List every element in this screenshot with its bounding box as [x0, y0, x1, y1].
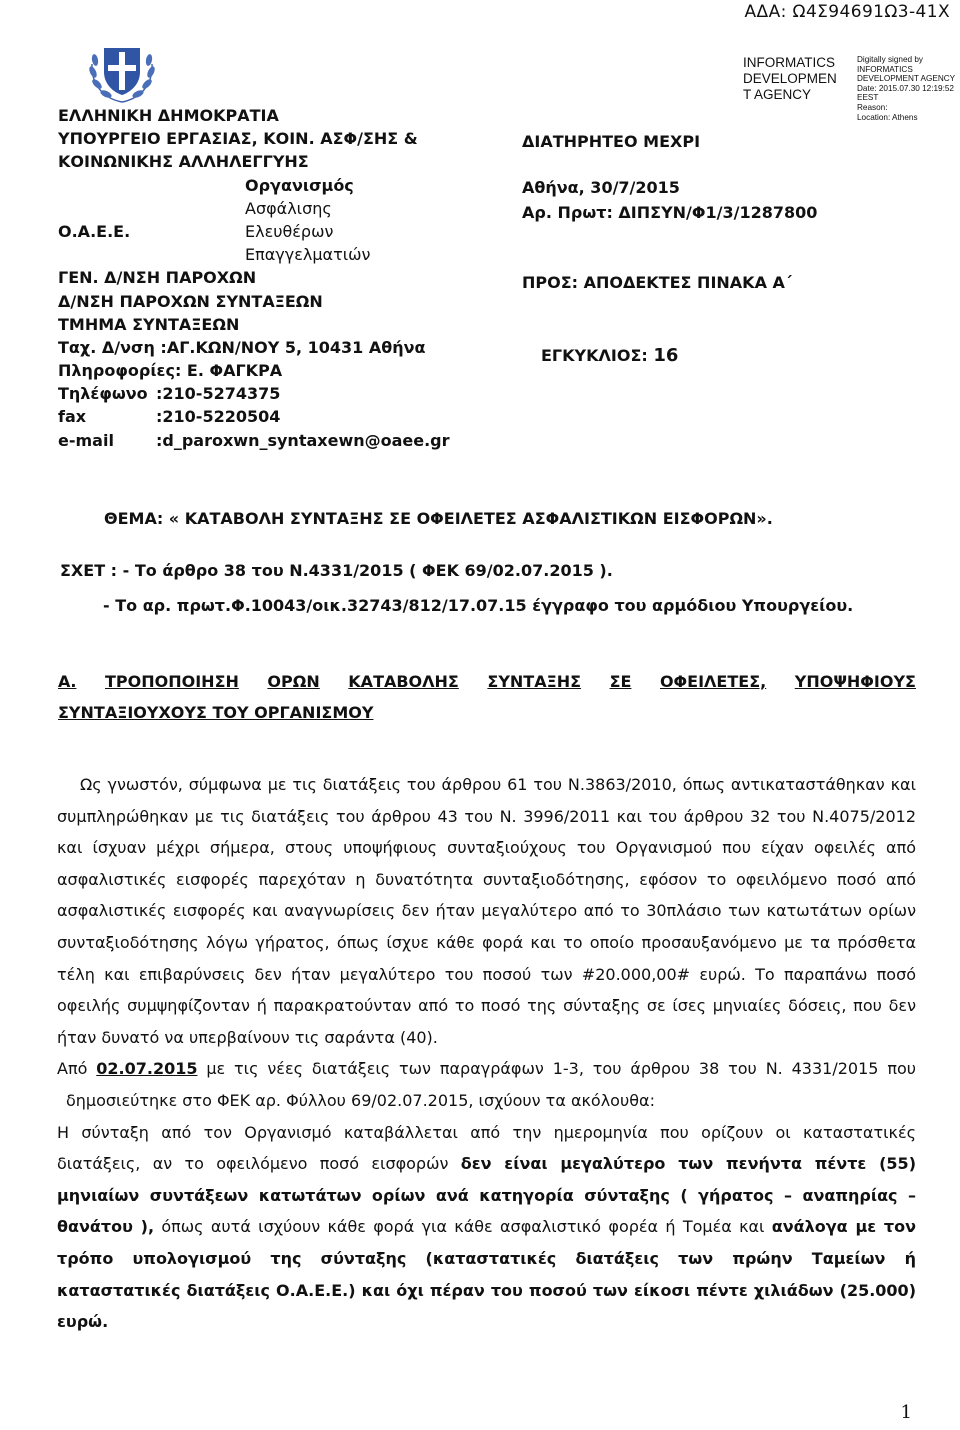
circular-number: ΕΓΚΥΚΛΙΟΣ: 16	[541, 345, 679, 366]
general-directorate: ΓΕΝ. Δ/ΝΣΗ ΠΑΡΟΧΩΝ	[58, 268, 257, 288]
directorate: Δ/ΝΣΗ ΠΑΡΟΧΩΝ ΣΥΝΤΑΞΕΩΝ	[58, 291, 323, 311]
org-name-3: Ελευθέρων	[245, 221, 334, 241]
postal-address: Ταχ. Δ/νση :ΑΓ.ΚΩΝ/ΝΟΥ 5, 10431 Αθήνα	[58, 337, 426, 357]
effective-date: 02.07.2015	[96, 1059, 198, 1079]
signature-agency: INFORMATICS DEVELOPMEN T AGENCY	[743, 55, 837, 102]
recipients: ΠΡΟΣ: ΑΠΟΔΕΚΤΕΣ ΠΙΝΑΚΑ Α΄	[522, 273, 792, 292]
body-text	[57, 769, 916, 1338]
org-name-2: Ασφάλισης	[245, 198, 332, 218]
protocol-number: Αρ. Πρωτ: ΔΙΠΣΥΝ/Φ1/3/1287800	[522, 203, 818, 222]
email-address[interactable]: :d_paroxwn_syntaxewn@oaee.gr	[156, 430, 450, 450]
department: ΤΜΗΜΑ ΣΥΝΤΑΞΕΩΝ	[58, 314, 240, 334]
contact-person: Πληροφορίες: Ε. ΦΑΓΚΡΑ	[58, 361, 283, 381]
org-name-1: Οργανισμός	[245, 175, 354, 195]
fax-number: :210-5220504	[156, 407, 281, 427]
reference-line-1: ΣΧΕΤ : - Το άρθρο 38 του Ν.4331/2015 ( ΦΕΚ 69/02.07.2015 ).	[60, 561, 613, 580]
document-date: Αθήνα, 30/7/2015	[522, 178, 680, 197]
fax-label: fax	[58, 407, 87, 427]
section-a-heading: Α. ΤΡΟΠΟΠΟΙΗΣΗ ΟΡΩΝ ΚΑΤΑΒΟΛΗΣ ΣΥΝΤΑΞΗΣ ΣΕ ΟΦΕΙΛΕΤΕΣ, ΥΠΟΨΗΦΙΟΥΣ ΣΥΝΤΑΞΙΟΥΧΟΥΣ ΤΟΥ ΟΡΓΑΝΙΣΜΟΥ	[58, 672, 916, 722]
email-label: e-mail	[58, 430, 114, 450]
signature-details: Digitally signed by INFORMATICS DEVELOPMENT AGENCY Date: 2015.07.30 12:19:52 EEST Reason: Location: Athens	[857, 55, 956, 122]
paragraph-1: Ως γνωστόν, σύμφωνα με τις διατάξεις του άρθρου 61 του Ν.3863/2010, όπως αντικαταστάθηκαν και συμπληρώθηκαν με τις διατάξεις του άρθρου 43 του Ν. 3996/2011 και του άρθρου 32 του Ν.4075/2012 και ίσχυαν μέχρι σήμερα, στους υποψήφιους συνταξιούχους του Οργανισμού που είχαν οφειλές από ασφαλιστικές εισφορές παρεχόταν η δυνατότητα συνταξιοδότησης, εφόσον το οφειλόμενο ποσό από ασφαλιστικές εισφορές και αναγνωρίσεις δεν ήταν μεγαλύτερο από το 30πλάσιο των κατωτάτων ορίων συνταξιοδότησης λόγω γήρατος, όπως ίσχυε κάθε φορά και το οποίο προσαυξανόμενο με τα πρόσθετα τέλη και επιβαρύνσεις δεν ήταν μεγαλύτερο του ποσού των #20.000,00# ευρώ. Το παραπάνω ποσό οφειλής συμψηφίζονταν ή παρακρατούνταν από το ποσό της σύνταξης σε ίσες μηνιαίες δόσεις, που δεν ήταν δυνατό να υπερβαίνουν τις σαράντα (40).	[57, 775, 916, 1047]
country-name: ΕΛΛΗΝΙΚΗ ΔΗΜΟΚΡΑΤΙΑ	[58, 106, 279, 125]
ministry-name-cont: ΚΟΙΝΩΝΙΚΗΣ ΑΛΛΗΛΕΓΓΥΗΣ	[58, 152, 309, 172]
phone-label: Τηλέφωνο	[58, 384, 148, 404]
paragraph-2: Από 02.07.2015 με τις νέες διατάξεις των παραγράφων 1-3, του άρθρου 38 του Ν. 4331/2015 που δημοσιεύτηκε στο ΦΕΚ αρ. Φύλλου 69/02.07.2015, ισχύουν τα ακόλουθα:	[57, 1059, 917, 1110]
letterhead	[58, 104, 450, 452]
retention-note: ΔΙΑΤΗΡΗΤΕΟ ΜΕΧΡΙ	[522, 132, 701, 151]
reference-line-2: - Το αρ. πρωτ.Φ.10043/οικ.32743/812/17.07.15 έγγραφο του αρμόδιου Υπουργείου.	[103, 596, 854, 615]
org-acronym: Ο.Α.Ε.Ε.	[58, 221, 131, 241]
subject-line: ΘΕΜΑ: « ΚΑΤΑΒΟΛΗ ΣΥΝΤΑΞΗΣ ΣΕ ΟΦΕΙΛΕΤΕΣ ΑΣΦΑΛΙΣΤΙΚΩΝ ΕΙΣΦΟΡΩΝ».	[104, 509, 773, 528]
ministry-name: ΥΠΟΥΡΓΕΙΟ ΕΡΓΑΣΙΑΣ, ΚΟΙΝ. ΑΣΦ/ΣΗΣ &	[58, 129, 418, 149]
org-name-4: Επαγγελματιών	[245, 245, 371, 265]
paragraph-3: Η σύνταξη από τον Οργανισμό καταβάλλεται από την ημερομηνία που ορίζουν οι καταστατικές διατάξεις, αν το οφειλόμενο ποσό εισφορών δεν είναι μεγαλύτερο των πενήντα πέντε (55) μηνιαίων συντάξεων κατωτάτων ορίων ανά κατηγορία σύνταξης ( γήρατος – αναπηρίας – θανάτου ), όπως αυτά ισχύουν κάθε φορά για κάθε ασφαλιστικό φορέα ή Τομέα και ανάλογα με τον τρόπο υπολογισμού της σύνταξης (καταστατικές διατάξεις των πρώην Ταμείων ή καταστατικές διατάξεις Ο.Α.Ε.Ε.) και όχι πέραν του ποσού των είκοσι πέντε χιλιάδων (25.000) ευρώ.	[57, 1122, 917, 1332]
ada-code: ΑΔΑ: Ω4Σ94691Ω3-41Χ	[744, 2, 950, 22]
greek-emblem-icon	[87, 38, 157, 106]
phone-number: :210-5274375	[156, 384, 281, 404]
page-number: 1	[900, 1402, 912, 1423]
